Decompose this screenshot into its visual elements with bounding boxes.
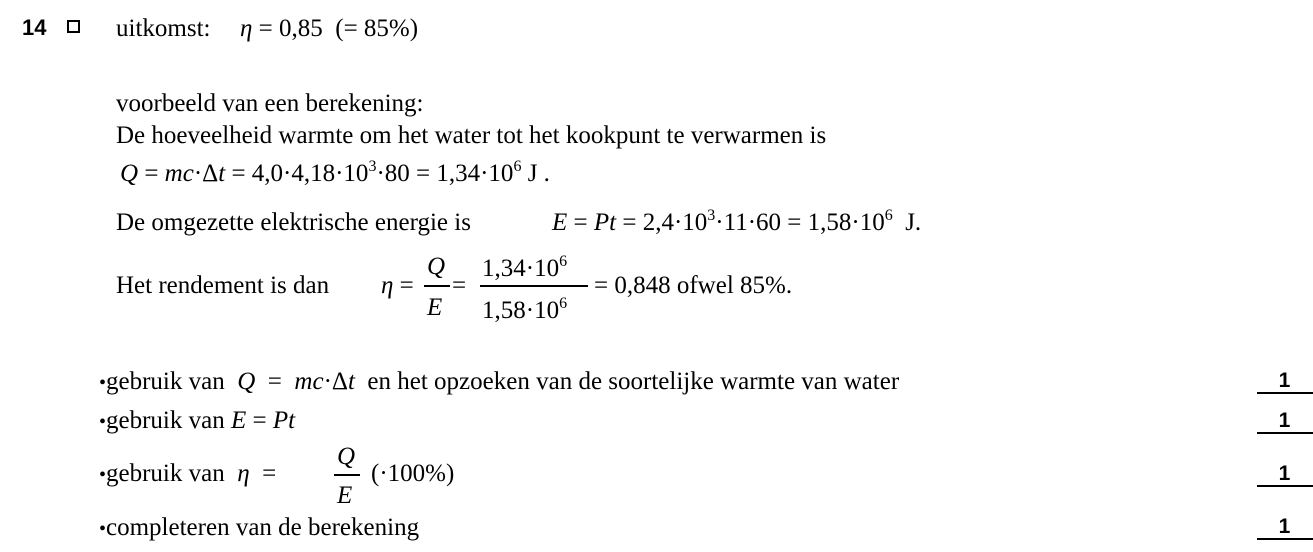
fraction-denominator: E xyxy=(427,294,443,321)
criterion-3-fraction xyxy=(334,443,360,509)
criterion-3-suffix: (·100%) xyxy=(371,460,455,487)
score-underline xyxy=(1257,392,1313,394)
score-underline xyxy=(1257,485,1313,487)
question-number: 14 xyxy=(22,15,47,40)
example-heading: voorbeeld van een berekening: xyxy=(116,90,424,117)
example-line-2: $Q = mc\cdot\Delta t = 4,0\cdot 4,18\cdot 10^3\cdot 80 = 1,34\cdot 10^6$ J . xyxy=(120,158,550,187)
fraction-numerator: Q xyxy=(427,253,446,280)
fraction-bar xyxy=(480,285,588,287)
equals-sign: = xyxy=(452,272,467,299)
criterion-1-points: 1 xyxy=(1278,369,1291,392)
result-label: uitkomst: xyxy=(116,15,211,42)
eta-symbol: η = xyxy=(381,272,414,299)
criterion-3: •gebruik van η = xyxy=(99,460,277,487)
fraction-bar xyxy=(334,474,360,476)
checkbox-icon[interactable] xyxy=(67,20,80,33)
criterion-1: •gebruik van Q = mc·Δt en het opzoeken van de soortelijke warmte van water xyxy=(99,368,900,395)
criterion-2-points: 1 xyxy=(1278,409,1291,432)
fraction-bar xyxy=(424,285,450,287)
example-line-3-formula: $E = Pt = 2,4\cdot 10^3\cdot 11\cdot 60 = 1,58\cdot 10^6$ J. xyxy=(552,207,922,236)
score-underline xyxy=(1257,432,1313,434)
fraction-q-over-e xyxy=(424,254,450,320)
fraction-denominator-value: $1,58\cdot 10^6$ xyxy=(482,295,568,324)
example-line-4-text: Het rendement is dan xyxy=(116,272,330,299)
fraction-denominator: E xyxy=(337,482,353,509)
score-underline xyxy=(1257,538,1313,540)
criterion-2: •gebruik van E = Pt xyxy=(99,407,296,434)
example-line-3-text: De omgezette elektrische energie is xyxy=(116,209,471,236)
fraction-values xyxy=(480,252,588,324)
result-formula: η = 0,85 (= 85%) xyxy=(240,15,419,42)
fraction-numerator-value: $1,34\cdot 10^6$ xyxy=(482,253,568,282)
example-line-1: De hoeveelheid warmte om het water tot het kookpunt te verwarmen is xyxy=(116,122,827,149)
criterion-4-points: 1 xyxy=(1278,515,1291,538)
example-result: = 0,848 ofwel 85%. xyxy=(594,272,793,299)
criterion-4: •completeren van de berekening xyxy=(99,514,420,541)
fraction-numerator: Q xyxy=(337,443,356,470)
criterion-3-points: 1 xyxy=(1278,462,1291,485)
